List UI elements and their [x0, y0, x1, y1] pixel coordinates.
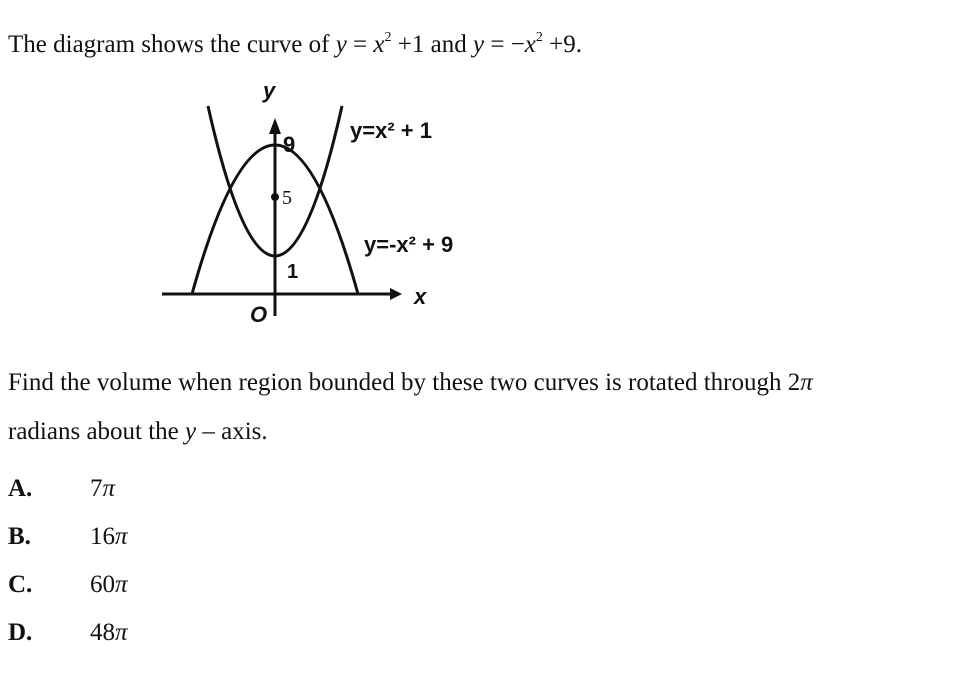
option-letter: D. [8, 619, 33, 646]
intro-text: The diagram shows the curve of [8, 31, 330, 58]
option-d[interactable] [8, 618, 128, 648]
axis-y-label: y [263, 78, 276, 103]
option-value: 48π [90, 619, 128, 646]
option-letter: B. [8, 523, 31, 550]
question-body-line-1: Find the volume when region bounded by these two curves is rotated through 2π [8, 369, 813, 396]
question-intro [8, 30, 582, 60]
option-c[interactable] [8, 570, 128, 600]
option-value: 7π [90, 475, 116, 502]
conjunction: and [430, 31, 467, 58]
pi-symbol: π [800, 369, 813, 396]
question-body-line-2: radians about the y – axis. [8, 418, 268, 445]
parabola-diagram [150, 76, 510, 338]
tick-9-label: 9 [283, 132, 296, 157]
curve1-label: y=x² + 1 [350, 118, 432, 143]
origin-label: O [250, 302, 268, 327]
point-5 [271, 193, 279, 201]
option-letter: A. [8, 475, 33, 502]
option-b[interactable] [8, 522, 128, 552]
option-value: 16π [90, 523, 128, 550]
equation-2: $y = -x^2 +9$. [472, 30, 583, 58]
tick-1-label: 1 [287, 261, 299, 283]
axis-x-label: x [414, 284, 427, 309]
option-value: 60π [90, 571, 128, 598]
y-axis-arrow [269, 118, 281, 134]
curve2-label: y=-x² + 9 [364, 232, 454, 257]
tick-5-label: 5 [282, 187, 292, 209]
option-a[interactable] [8, 474, 115, 504]
x-axis-arrow [390, 288, 402, 300]
equation-1: $y = x^2 +1$ [335, 30, 425, 58]
option-letter: C. [8, 571, 33, 598]
